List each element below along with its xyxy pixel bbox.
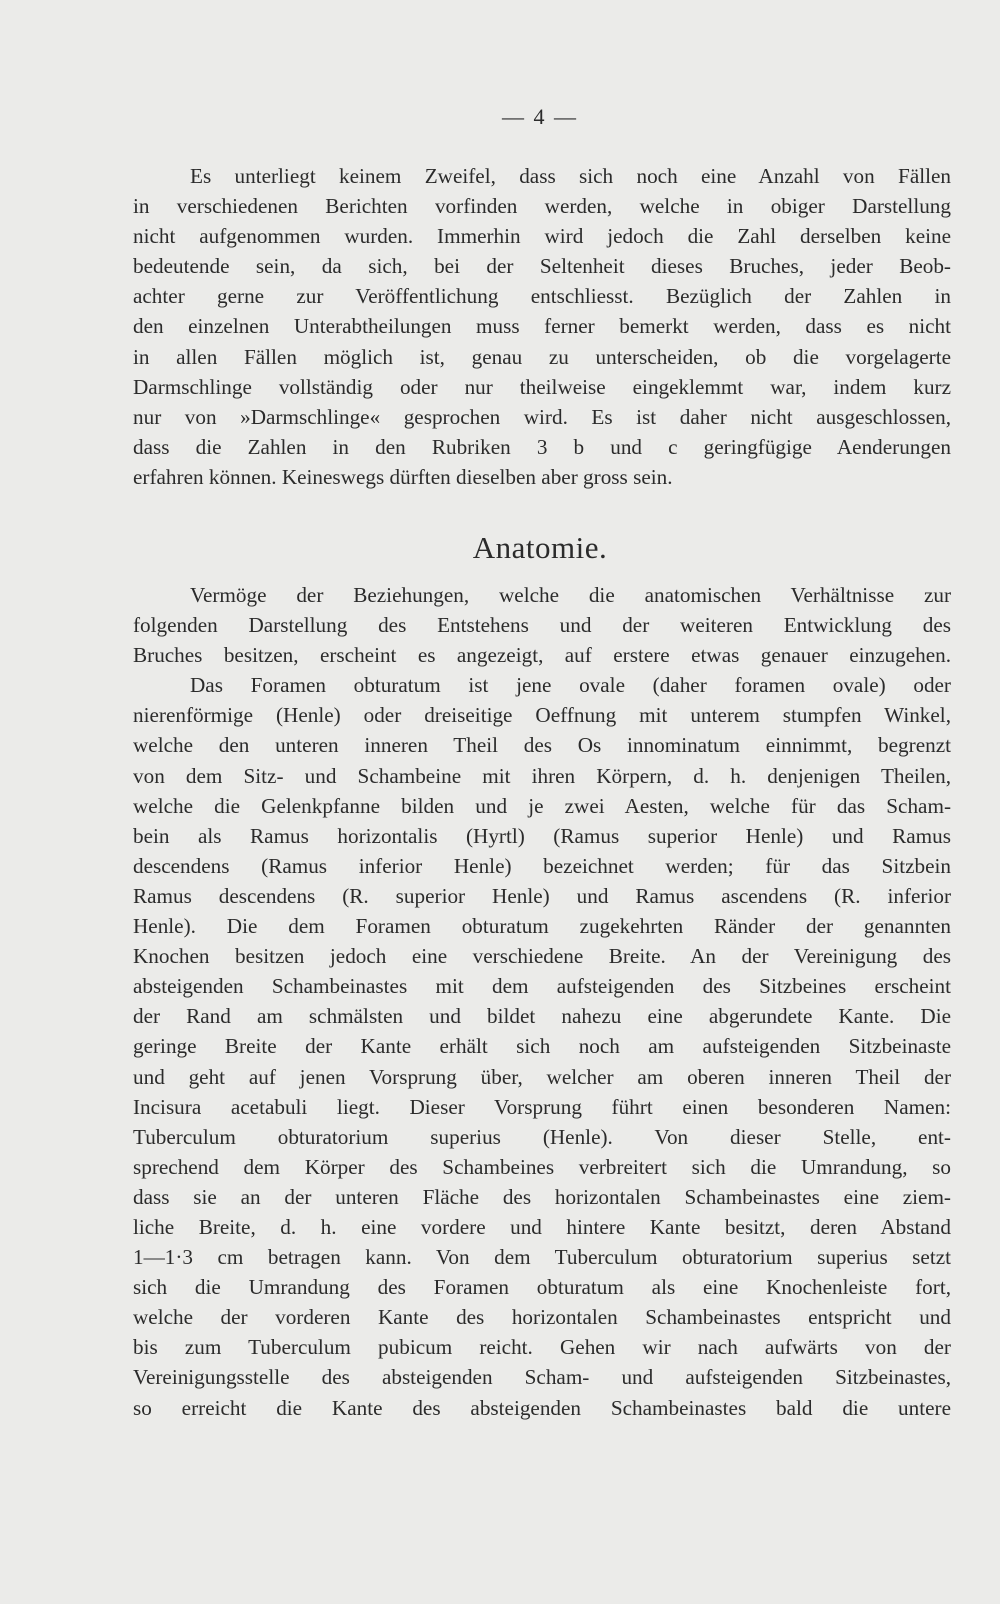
text-line: descendens (Ramus inferior Henle) bezeichnet werden; für das Sitzbein bbox=[133, 853, 951, 878]
text-line: bedeutende sein, da sich, bei der Seltenheit dieses Bruches, jeder Beob- bbox=[133, 254, 951, 279]
section-heading: Anatomie. bbox=[472, 530, 608, 565]
text-line: Knochen besitzen jedoch eine verschiedene Breite. An der Vereinigung des bbox=[133, 944, 951, 969]
text-line: Tuberculum obturatorium superius (Henle). Von dieser Stelle, ent- bbox=[133, 1124, 951, 1149]
text-line: erfahren können. Keineswegs dürften dieselben aber gross sein. bbox=[133, 464, 673, 489]
text-line: achter gerne zur Veröffentlichung entschliesst. Bezüglich der Zahlen in bbox=[133, 284, 951, 309]
text-line: sich die Umrandung des Foramen obturatum als eine Knochenleiste fort, bbox=[133, 1275, 951, 1300]
text-line: bein als Ramus horizontalis (Hyrtl) (Ramus superior Henle) und Ramus bbox=[133, 823, 951, 848]
text-line: nur von »Darmschlinge« gesprochen wird. Es ist daher nicht ausgeschlossen, bbox=[133, 404, 951, 429]
text-line: Incisura acetabuli liegt. Dieser Vorsprung führt einen besonderen Namen: bbox=[133, 1094, 951, 1119]
paragraph-1 bbox=[133, 161, 951, 492]
text-line: Ramus descendens (R. superior Henle) und Ramus ascendens (R. inferior bbox=[133, 883, 951, 908]
text-line: in allen Fällen möglich ist, genau zu unterscheiden, ob die vorgelagerte bbox=[133, 344, 951, 369]
text-line: geringe Breite der Kante erhält sich noch am aufsteigenden Sitzbeinaste bbox=[133, 1034, 951, 1059]
text-line: nicht aufgenommen wurden. Immerhin wird jedoch die Zahl derselben keine bbox=[133, 224, 951, 249]
text-line: Henle). Die dem Foramen obturatum zugekehrten Ränder der genannten bbox=[133, 914, 951, 939]
text-line: und geht auf jenen Vorsprung über, welcher am oberen inneren Theil der bbox=[133, 1064, 951, 1089]
text-line: dass sie an der unteren Fläche des horizontalen Schambeinastes eine ziem- bbox=[133, 1184, 951, 1209]
text-line: der Rand am schmälsten und bildet nahezu eine abgerundete Kante. Die bbox=[133, 1004, 951, 1029]
text-line: Es unterliegt keinem Zweifel, dass sich noch eine Anzahl von Fällen bbox=[190, 164, 951, 188]
text-line: welche den unteren inneren Theil des Os innominatum einnimmt, begrenzt bbox=[133, 733, 951, 758]
paragraph-2-3 bbox=[133, 580, 951, 1423]
text-line: absteigenden Schambeinastes mit dem aufsteigenden des Sitzbeines erscheint bbox=[133, 974, 951, 999]
page-number: — 4 — bbox=[502, 104, 578, 129]
text-line: Bruches besitzen, erscheint es angezeigt, auf erstere etwas genauer einzugehen. bbox=[133, 643, 951, 668]
text-line: Vereinigungsstelle des absteigenden Scham- und aufsteigenden Sitzbeinastes, bbox=[133, 1365, 951, 1390]
text-line: Vermöge der Beziehungen, welche die anatomischen Verhältnisse zur bbox=[190, 583, 951, 607]
text-line: von dem Sitz- und Schambeine mit ihren Körpern, d. h. denjenigen Theilen, bbox=[133, 763, 951, 788]
text-line: in verschiedenen Berichten vorfinden werden, welche in obiger Darstellung bbox=[133, 194, 951, 219]
text-line: dass die Zahlen in den Rubriken 3 b und c geringfügige Aenderungen bbox=[133, 434, 951, 459]
text-line: Darmschlinge vollständig oder nur theilweise eingeklemmt war, indem kurz bbox=[133, 374, 951, 399]
text-line: liche Breite, d. h. eine vordere und hintere Kante besitzt, deren Abstand bbox=[133, 1214, 951, 1239]
text-line: sprechend dem Körper des Schambeines verbreitert sich die Umrandung, so bbox=[133, 1154, 951, 1179]
text-line: 1—1·3 cm betragen kann. Von dem Tuberculum obturatorium superius setzt bbox=[133, 1245, 951, 1270]
text-line: folgenden Darstellung des Entstehens und der weiteren Entwicklung des bbox=[133, 613, 951, 638]
text-line: welche der vorderen Kante des horizontalen Schambeinastes entspricht und bbox=[133, 1305, 951, 1330]
text-line: bis zum Tuberculum pubicum reicht. Gehen wir nach aufwärts von der bbox=[133, 1335, 951, 1360]
text-line: so erreicht die Kante des absteigenden Schambeinastes bald die untere bbox=[133, 1395, 951, 1420]
text-line: nierenförmige (Henle) oder dreiseitige Oeffnung mit unterem stumpfen Winkel, bbox=[133, 703, 951, 728]
text-line: Das Foramen obturatum ist jene ovale (daher foramen ovale) oder bbox=[190, 673, 951, 698]
text-line: den einzelnen Unterabtheilungen muss ferner bemerkt werden, dass es nicht bbox=[133, 314, 951, 339]
text-line: welche die Gelenkpfanne bilden und je zwei Aesten, welche für das Scham- bbox=[133, 793, 951, 818]
